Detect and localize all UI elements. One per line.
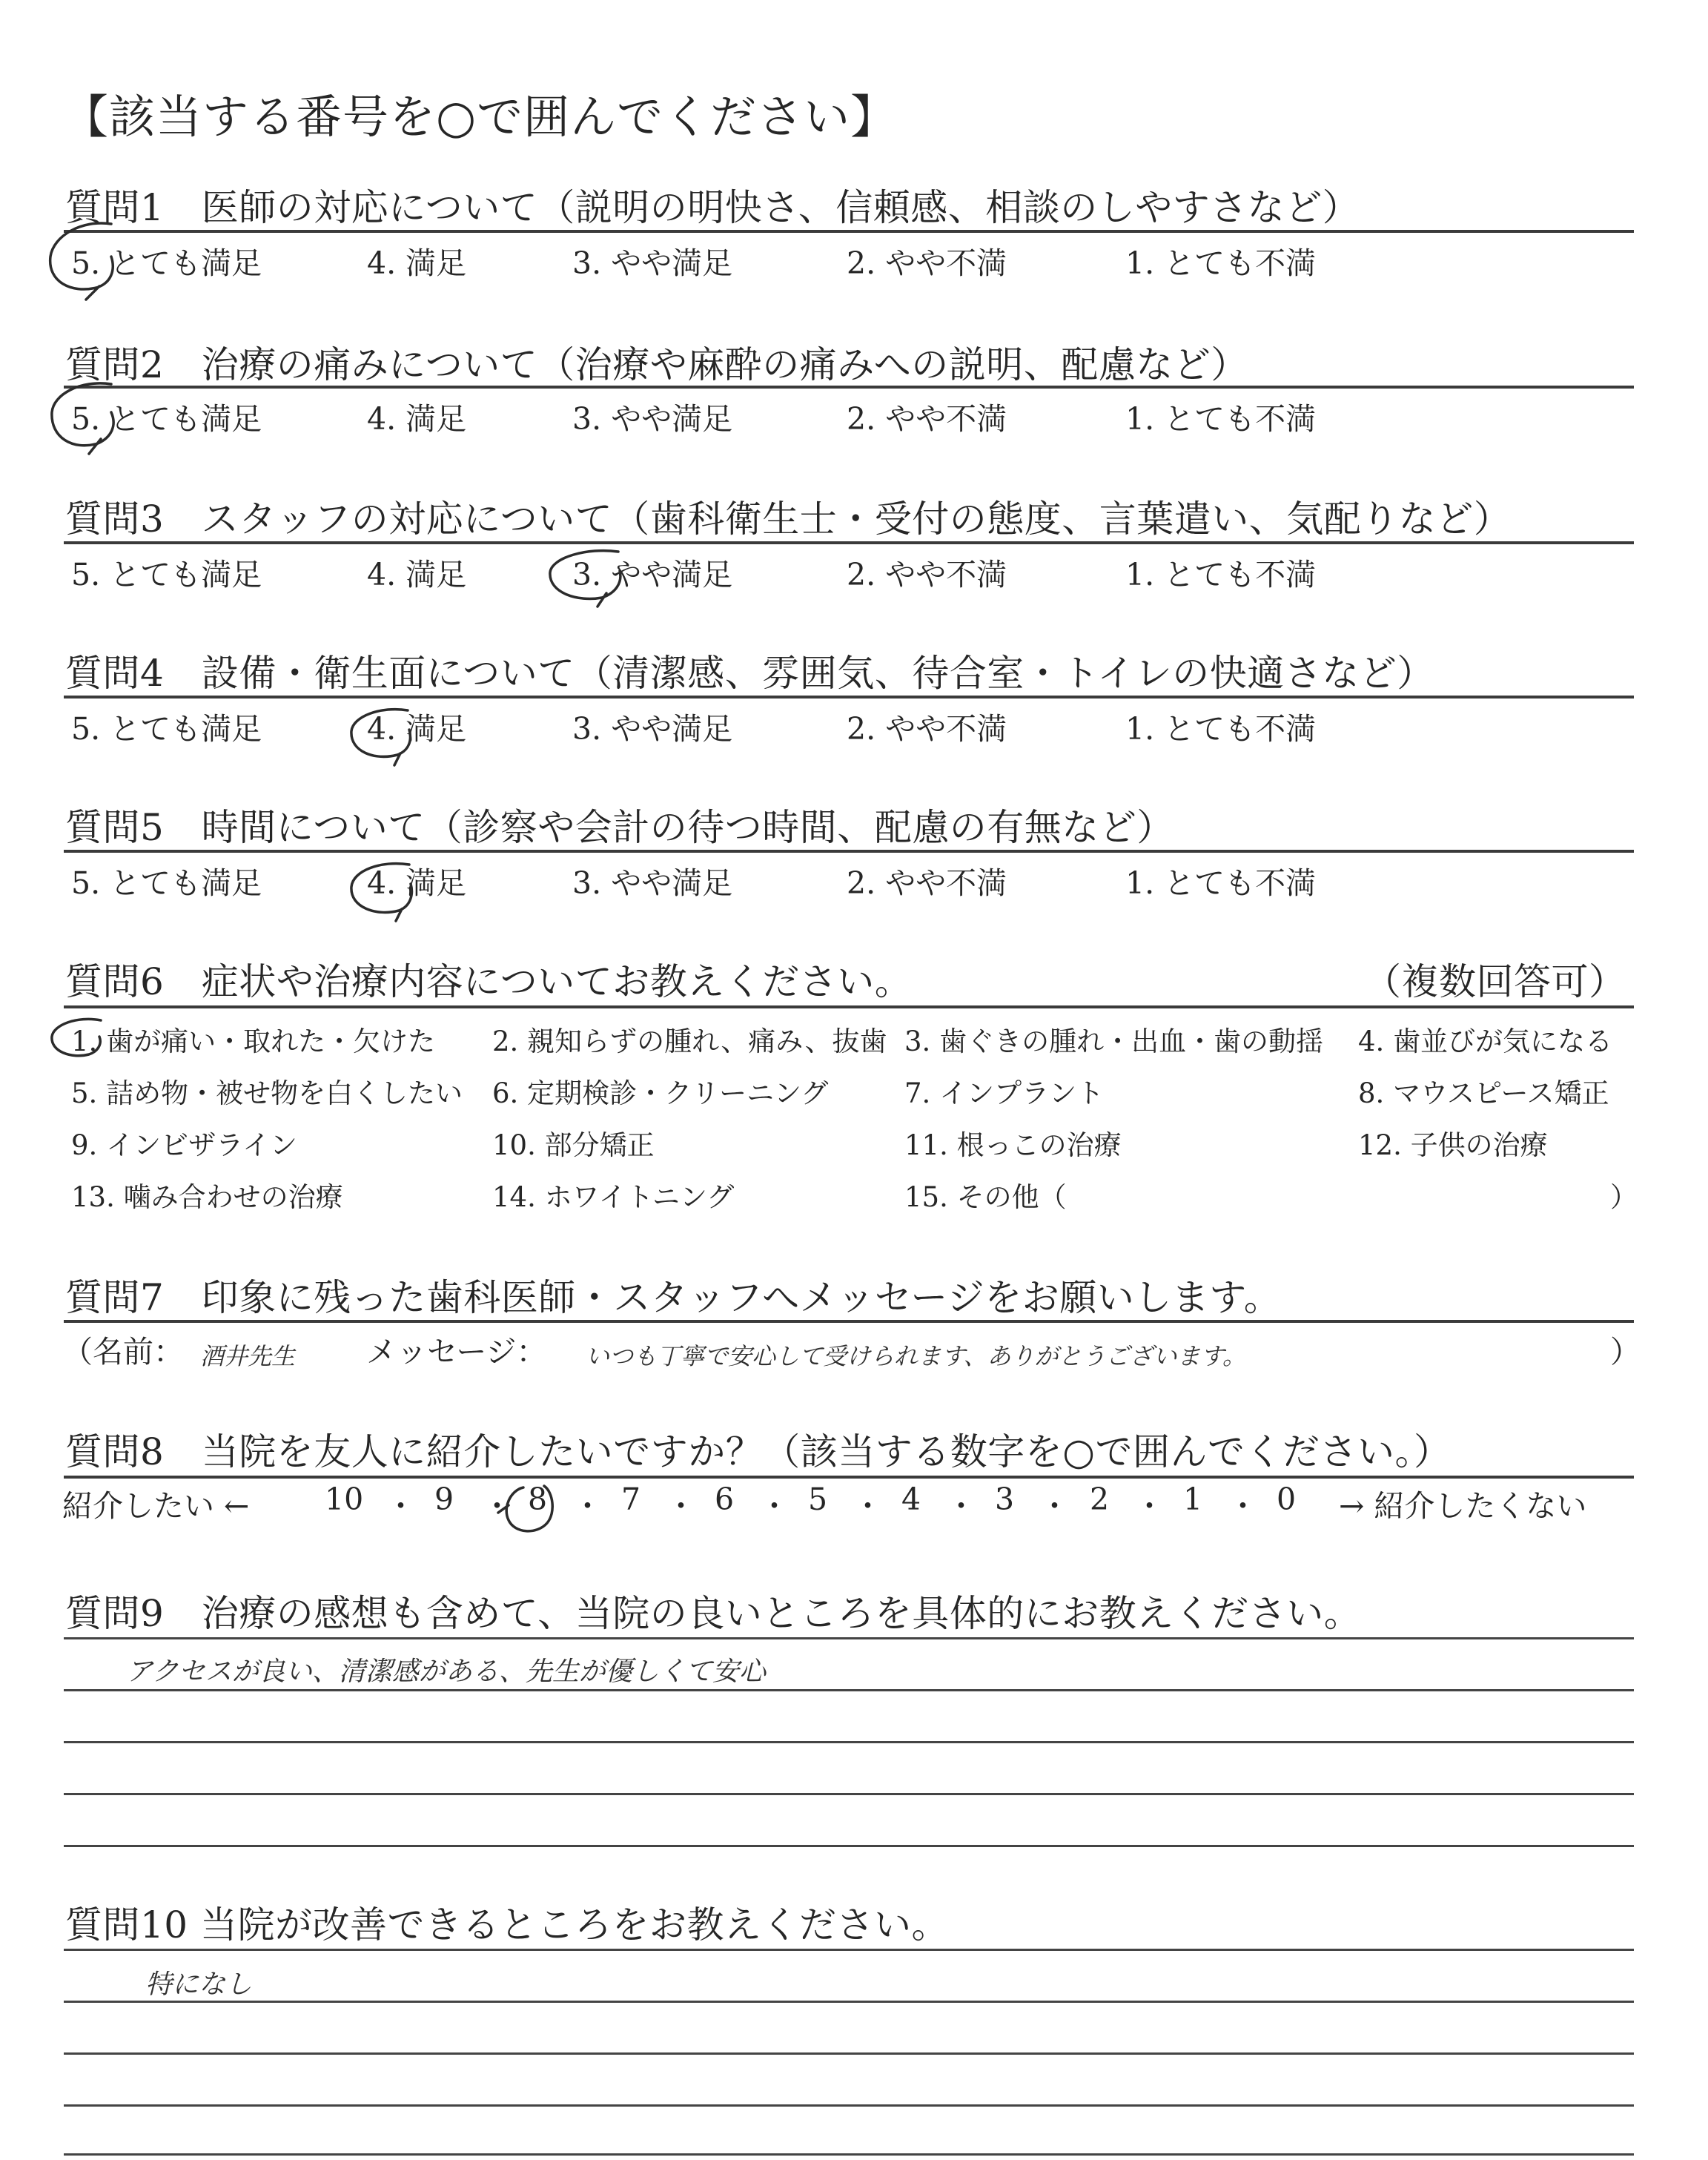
score-1[interactable]: 1 (1183, 1482, 1203, 1517)
message-answer[interactable]: いつも丁寧で安心して受けられます、ありがとうございます。 (586, 1342, 1246, 1370)
option-5[interactable]: 5. 詰め物・被せ物を白くしたい (71, 1077, 463, 1109)
score-4[interactable]: 4 (901, 1482, 921, 1517)
divider (64, 1320, 1634, 1323)
divider (64, 230, 1634, 233)
writing-line (64, 2153, 1634, 2156)
question-10-title: 質問10 当院が改善できるところをお教えください。 (65, 1903, 950, 1946)
score-dot: ・ (946, 1488, 976, 1524)
option-1[interactable]: 1. とても不満 (1125, 865, 1317, 901)
question-2-title: 質問2 治療の痛みについて（治療や麻酔の痛みへの説明、配慮など） (65, 343, 1248, 386)
option-3[interactable]: 3. やや満足 (572, 711, 733, 747)
score-9[interactable]: 9 (434, 1482, 454, 1517)
option-4[interactable]: 4. 満足 (367, 865, 467, 901)
option-13[interactable]: 13. 噛み合わせの治療 (71, 1181, 343, 1213)
score-dot: ・ (759, 1488, 790, 1524)
option-2[interactable]: 2. やや不満 (847, 865, 1007, 901)
score-10[interactable]: 10 (325, 1482, 364, 1517)
score-0[interactable]: 0 (1277, 1482, 1297, 1517)
question-8-title: 質問8 当院を友人に紹介したいですか？（該当する数字を○で囲んでください。） (65, 1430, 1452, 1473)
score-dot: ・ (853, 1488, 883, 1524)
writing-line (64, 2052, 1634, 2055)
option-1[interactable]: 1. 歯が痛い・取れた・欠けた (71, 1025, 436, 1057)
option-5[interactable]: 5. とても満足 (71, 401, 262, 437)
option-1[interactable]: 1. とても不満 (1125, 245, 1317, 281)
score-dot: ・ (385, 1488, 416, 1524)
option-5[interactable]: 5. とても満足 (71, 245, 262, 281)
option-4[interactable]: 4. 歯並びが気になる (1358, 1025, 1613, 1057)
option-15[interactable]: 15. その他（ (904, 1181, 1067, 1213)
score-dot: ・ (482, 1488, 512, 1524)
writing-line (64, 1949, 1634, 1951)
option-6[interactable]: 6. 定期検診・クリーニング (492, 1077, 829, 1109)
score-7[interactable]: 7 (621, 1482, 641, 1517)
option-4[interactable]: 4. 満足 (367, 557, 467, 592)
question-5-title: 質問5 時間について（診察や会計の待つ時間、配慮の有無など） (65, 806, 1174, 849)
divider (64, 1005, 1634, 1008)
recommend-right-label: → 紹介したくない (1339, 1488, 1587, 1524)
message-close: ） (1610, 1334, 1641, 1370)
writing-line (64, 1637, 1634, 1639)
recommend-left-label: 紹介したい ← (62, 1488, 250, 1524)
divider (64, 696, 1634, 698)
score-dot: ・ (572, 1488, 603, 1524)
option-5[interactable]: 5. とても満足 (71, 711, 262, 747)
question-4-title: 質問4 設備・衛生面について（清潔感、雰囲気、待合室・トイレの快適さなど） (65, 652, 1434, 695)
good-points-answer[interactable]: アクセスが良い、清潔感がある、先生が優しくて安心 (126, 1657, 766, 1687)
option-2[interactable]: 2. やや不満 (847, 557, 1007, 592)
option-3[interactable]: 3. やや満足 (572, 245, 733, 281)
option-7[interactable]: 7. インプラント (904, 1077, 1105, 1109)
option-3[interactable]: 3. やや満足 (572, 865, 733, 901)
option-3[interactable]: 3. やや満足 (572, 401, 733, 437)
question-1-title: 質問1 医師の対応について（説明の明快さ、信頼感、相談のしやすさなど） (65, 186, 1360, 229)
option-4[interactable]: 4. 満足 (367, 711, 467, 747)
writing-line (64, 1741, 1634, 1743)
option-2[interactable]: 2. やや不満 (847, 711, 1007, 747)
option-8[interactable]: 8. マウスピース矯正 (1358, 1077, 1609, 1109)
score-6[interactable]: 6 (715, 1482, 735, 1517)
option-2[interactable]: 2. やや不満 (847, 401, 1007, 437)
score-5[interactable]: 5 (808, 1482, 828, 1517)
option-1[interactable]: 1. とても不満 (1125, 401, 1317, 437)
question-7-title: 質問7 印象に残った歯科医師・スタッフへメッセージをお願いします。 (65, 1276, 1282, 1319)
score-dot: ・ (1134, 1488, 1165, 1524)
question-6-title: 質問6 症状や治療内容についてお教えください。 (65, 960, 913, 1003)
score-8[interactable]: 8 (528, 1482, 548, 1517)
option-3[interactable]: 3. やや満足 (572, 557, 733, 592)
option-10[interactable]: 10. 部分矯正 (492, 1129, 655, 1161)
option-9[interactable]: 9. インビザライン (71, 1129, 297, 1161)
score-dot: ・ (1039, 1488, 1070, 1524)
question-3-title: 質問3 スタッフの対応について（歯科衛生士・受付の態度、言葉遣い、気配りなど） (65, 498, 1512, 541)
writing-line (64, 1689, 1634, 1691)
divider (64, 850, 1634, 853)
score-3[interactable]: 3 (995, 1482, 1015, 1517)
writing-line (64, 1845, 1634, 1847)
writing-line (64, 1793, 1634, 1795)
option-14[interactable]: 14. ホワイトニング (492, 1181, 735, 1213)
score-dot: ・ (1228, 1488, 1258, 1524)
multiple-answer-note: （複数回答可） (1364, 960, 1626, 1003)
option-11[interactable]: 11. 根っこの治療 (904, 1129, 1122, 1161)
divider (64, 541, 1634, 544)
improvement-answer[interactable]: 特になし (145, 1969, 253, 2000)
instruction-header: 【該当する番号を○で囲んでください】 (62, 90, 898, 144)
option-4[interactable]: 4. 満足 (367, 245, 467, 281)
option-1[interactable]: 1. とても不満 (1125, 711, 1317, 747)
score-2[interactable]: 2 (1090, 1482, 1110, 1517)
writing-line (64, 2001, 1634, 2003)
option-2[interactable]: 2. やや不満 (847, 245, 1007, 281)
writing-line (64, 2104, 1634, 2107)
name-label: （名前： (62, 1334, 184, 1370)
option-1[interactable]: 1. とても不満 (1125, 557, 1317, 592)
option-12[interactable]: 12. 子供の治療 (1358, 1129, 1548, 1161)
option-15-close: ） (1610, 1181, 1638, 1213)
divider (64, 1476, 1634, 1479)
option-3[interactable]: 3. 歯ぐきの腫れ・出血・歯の動揺 (904, 1025, 1324, 1057)
staff-name-answer[interactable]: 酒井先生 (200, 1342, 296, 1370)
option-5[interactable]: 5. とても満足 (71, 557, 262, 592)
option-5[interactable]: 5. とても満足 (71, 865, 262, 901)
score-dot: ・ (666, 1488, 696, 1524)
question-9-title: 質問9 治療の感想も含めて、当院の良いところを具体的にお教えください。 (65, 1592, 1362, 1635)
divider (64, 386, 1634, 389)
message-label: メッセージ： (366, 1334, 547, 1370)
option-2[interactable]: 2. 親知らずの腫れ、痛み、抜歯 (492, 1025, 887, 1057)
option-4[interactable]: 4. 満足 (367, 401, 467, 437)
